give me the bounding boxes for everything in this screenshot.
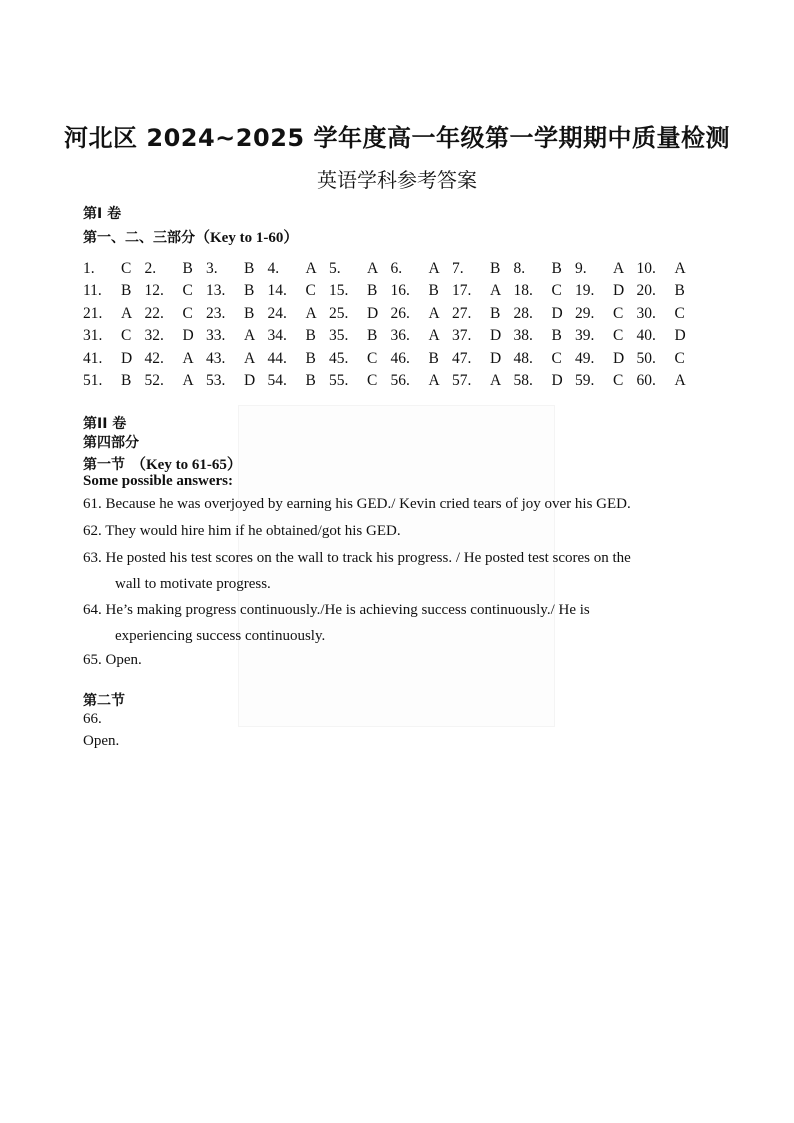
answer-item	[575, 305, 623, 323]
answer-item	[83, 305, 132, 323]
answer-item	[637, 372, 686, 390]
section-1-label: 第一节	[83, 457, 125, 473]
question-number: 33.	[206, 327, 226, 345]
answer-item	[391, 282, 439, 300]
question-number: 48.	[513, 349, 533, 367]
question-number: 23.	[206, 304, 226, 322]
question-number: 21.	[83, 304, 103, 322]
answer-item	[391, 260, 440, 278]
question-number: 27.	[452, 304, 472, 322]
answer-item	[391, 305, 440, 323]
answer-item	[452, 350, 501, 368]
answer-item	[145, 350, 194, 368]
question-number: 52.	[144, 371, 164, 389]
volume-2-label: 第II 卷	[83, 416, 127, 432]
question-number: 58.	[513, 371, 533, 389]
question-number: 20.	[636, 282, 656, 300]
answer-item	[145, 282, 193, 300]
answer-letter: B	[428, 349, 439, 367]
possible-answers-label: Some possible answers:	[83, 473, 234, 489]
answer-item	[452, 282, 501, 300]
question-number: 42.	[144, 349, 164, 367]
answer-letter: B	[121, 371, 132, 389]
question-number: 13.	[206, 282, 226, 300]
question-number: 38.	[513, 327, 533, 345]
section-2-label: 第二节	[83, 693, 125, 709]
section-heading-1-60	[83, 226, 298, 247]
question-number: 43.	[206, 349, 226, 367]
question-number: 19.	[575, 282, 595, 300]
answer-item	[514, 372, 563, 390]
answer-letter: B	[674, 282, 685, 300]
answer-letter: A	[490, 371, 502, 389]
answer-item	[329, 282, 377, 300]
answer-item	[268, 372, 316, 390]
question-number: 51.	[83, 371, 103, 389]
section-1-heading	[83, 453, 242, 474]
key-range-label: （Key to 1-60）	[195, 230, 299, 246]
answer-row	[83, 305, 703, 327]
answer-letter: C	[121, 327, 132, 345]
question-number: 4.	[267, 260, 280, 277]
answer-item	[268, 282, 316, 300]
answer-item	[268, 327, 316, 345]
answer-62: 62. They would hire him if he obtained/got his GED.	[83, 523, 401, 539]
question-number: 46.	[390, 349, 410, 367]
answer-item	[329, 350, 377, 368]
answer-letter: A	[490, 282, 502, 300]
question-number: 37.	[452, 327, 472, 345]
answer-61: 61. Because he was overjoyed by earning his GED./ Kevin cried tears of joy over his GED.	[83, 496, 631, 512]
answer-letter: A	[121, 304, 133, 322]
answer-item	[206, 350, 255, 368]
answer-letter: A	[428, 327, 440, 345]
page-subtitle: 英语学科参考答案	[317, 168, 477, 192]
answer-item	[206, 372, 255, 390]
answer-item	[145, 372, 194, 390]
question-number: 32.	[144, 327, 164, 345]
answer-64	[83, 597, 715, 649]
answer-item	[329, 372, 377, 390]
question-number: 36.	[390, 327, 410, 345]
answer-letter: D	[674, 327, 686, 345]
answer-row	[83, 327, 703, 349]
question-number: 47.	[452, 349, 472, 367]
answer-66: Open.	[83, 733, 120, 749]
answer-row	[83, 282, 703, 304]
answer-item	[206, 260, 254, 278]
question-number: 41.	[83, 349, 103, 367]
question-66-number: 66.	[83, 711, 102, 727]
question-number: 39.	[575, 327, 595, 345]
answer-letter: B	[367, 327, 378, 345]
part-4-label: 第四部分	[83, 435, 139, 451]
question-number: 17.	[452, 282, 472, 300]
answer-letter: B	[305, 371, 316, 389]
answer-letter: C	[367, 349, 378, 367]
answer-letter: A	[367, 260, 379, 277]
question-number: 29.	[575, 304, 595, 322]
answer-letter: A	[674, 260, 686, 277]
answer-letter: D	[121, 349, 133, 367]
question-number: 34.	[267, 327, 287, 345]
section-label: 第一、二、三部分	[83, 230, 195, 246]
answer-item	[145, 327, 194, 345]
answer-row	[83, 372, 703, 394]
question-number: 26.	[390, 304, 410, 322]
question-number: 7.	[452, 260, 464, 277]
answer-letter: D	[551, 304, 563, 322]
question-number: 44.	[267, 349, 287, 367]
answer-item	[206, 282, 254, 300]
answer-item	[637, 282, 685, 300]
answer-item	[452, 305, 500, 323]
question-number: 53.	[206, 371, 226, 389]
answer-letter: C	[551, 282, 562, 300]
answer-item	[575, 327, 623, 345]
answer-63-line-2: wall to motivate progress.	[115, 576, 271, 592]
answer-letter: B	[305, 327, 316, 345]
question-number: 57.	[452, 371, 472, 389]
answer-letter: C	[674, 349, 685, 367]
question-number: 18.	[513, 282, 533, 300]
question-number: 11.	[83, 282, 102, 300]
answer-item	[145, 260, 193, 278]
answer-item	[329, 260, 378, 278]
answer-63	[83, 545, 715, 597]
question-number: 60.	[636, 371, 656, 389]
answer-letter: A	[613, 260, 625, 277]
answer-letter: A	[305, 260, 317, 277]
question-number: 15.	[329, 282, 349, 300]
answer-item	[575, 282, 624, 300]
question-number: 14.	[267, 282, 287, 300]
answer-letter: C	[551, 349, 562, 367]
answer-65: 65. Open.	[83, 652, 142, 668]
answer-item	[83, 327, 131, 345]
answer-item	[452, 327, 501, 345]
answer-item	[329, 305, 378, 323]
question-number: 55.	[329, 371, 349, 389]
answer-item	[575, 350, 624, 368]
answer-item	[268, 260, 317, 278]
question-number: 22.	[144, 304, 164, 322]
answer-letter: C	[182, 304, 193, 322]
answer-letter: B	[551, 260, 562, 277]
question-number: 2.	[144, 260, 157, 277]
question-number: 10.	[636, 260, 656, 277]
answer-letter: D	[490, 349, 502, 367]
answer-letter: A	[428, 304, 440, 322]
answer-item	[575, 372, 623, 390]
answer-letter: A	[182, 371, 194, 389]
answer-item	[637, 327, 686, 345]
answer-item	[145, 305, 193, 323]
answer-key-grid	[83, 260, 703, 394]
answer-letter: D	[551, 371, 563, 389]
answer-item	[206, 327, 255, 345]
answer-letter: B	[244, 304, 255, 322]
answer-letter: B	[121, 282, 132, 300]
answer-item	[391, 327, 440, 345]
answer-letter: D	[367, 304, 379, 322]
answer-item	[268, 305, 317, 323]
answer-letter: B	[490, 260, 501, 277]
question-number: 16.	[390, 282, 410, 300]
answer-item	[206, 305, 254, 323]
question-number: 1.	[83, 260, 95, 277]
answer-item	[514, 282, 562, 300]
answer-letter: B	[305, 349, 316, 367]
question-number: 24.	[267, 304, 287, 322]
volume-1-label: 第I 卷	[83, 206, 122, 222]
answer-item	[637, 350, 685, 368]
answer-letter: D	[244, 371, 256, 389]
answer-letter: B	[244, 282, 255, 300]
question-number: 35.	[329, 327, 349, 345]
answer-letter: C	[367, 371, 378, 389]
answer-letter: A	[244, 349, 256, 367]
question-number: 8.	[513, 260, 526, 277]
question-number: 25.	[329, 304, 349, 322]
answer-item	[637, 305, 685, 323]
question-number: 3.	[206, 260, 218, 277]
answer-letter: B	[551, 327, 562, 345]
answer-item	[452, 260, 500, 278]
answer-letter: A	[305, 304, 317, 322]
question-number: 45.	[329, 349, 349, 367]
question-number: 54.	[267, 371, 287, 389]
answer-item	[514, 305, 563, 323]
question-number: 28.	[513, 304, 533, 322]
answer-row	[83, 260, 703, 282]
answer-item	[268, 350, 316, 368]
answer-letter: A	[428, 371, 440, 389]
answer-letter: D	[182, 327, 194, 345]
question-number: 6.	[390, 260, 403, 277]
answer-letter: A	[244, 327, 256, 345]
answer-letter: C	[613, 304, 624, 322]
question-number: 5.	[329, 260, 341, 277]
question-number: 50.	[636, 349, 656, 367]
answer-64-line-2: experiencing success continuously.	[115, 628, 326, 644]
question-number: 9.	[575, 260, 587, 277]
answer-letter: A	[182, 349, 194, 367]
answer-row	[83, 350, 703, 372]
answer-item	[83, 282, 131, 300]
answer-letter: C	[674, 304, 685, 322]
answer-letter: B	[182, 260, 193, 277]
answer-letter: C	[613, 371, 624, 389]
answer-item	[391, 350, 439, 368]
answer-item	[575, 260, 624, 278]
page-title: 河北区 2024~2025 学年度高一年级第一学期期中质量检测	[64, 124, 730, 152]
answer-item	[83, 372, 131, 390]
answer-64-line-1: 64. He’s making progress continuously./He is achieving success continuously./ He is	[83, 602, 590, 618]
answer-letter: B	[367, 282, 378, 300]
question-number: 31.	[83, 327, 103, 345]
question-number: 30.	[636, 304, 656, 322]
answer-letter: D	[490, 327, 502, 345]
answer-item	[637, 260, 686, 278]
answer-letter: C	[613, 327, 624, 345]
answer-letter: B	[428, 282, 439, 300]
answer-letter: A	[428, 260, 440, 277]
answer-letter: B	[490, 304, 501, 322]
answer-item	[514, 260, 562, 278]
answer-item	[83, 350, 132, 368]
answer-63-line-1: 63. He posted his test scores on the wall to track his progress. / He posted test scores on the	[83, 550, 631, 566]
answer-item	[452, 372, 501, 390]
answer-letter: D	[613, 349, 625, 367]
answer-item	[391, 372, 440, 390]
answer-item	[83, 260, 131, 278]
question-number: 56.	[390, 371, 410, 389]
question-number: 59.	[575, 371, 595, 389]
answer-item	[514, 327, 562, 345]
section-1-key: （Key to 61-65）	[131, 457, 242, 473]
answer-letter: D	[613, 282, 625, 300]
answer-letter: C	[121, 260, 132, 277]
answer-letter: B	[244, 260, 255, 277]
answer-letter: A	[674, 371, 686, 389]
answer-letter: C	[305, 282, 316, 300]
answer-item	[514, 350, 562, 368]
answer-letter: C	[182, 282, 193, 300]
question-number: 49.	[575, 349, 595, 367]
answer-item	[329, 327, 377, 345]
question-number: 12.	[144, 282, 164, 300]
question-number: 40.	[636, 327, 656, 345]
